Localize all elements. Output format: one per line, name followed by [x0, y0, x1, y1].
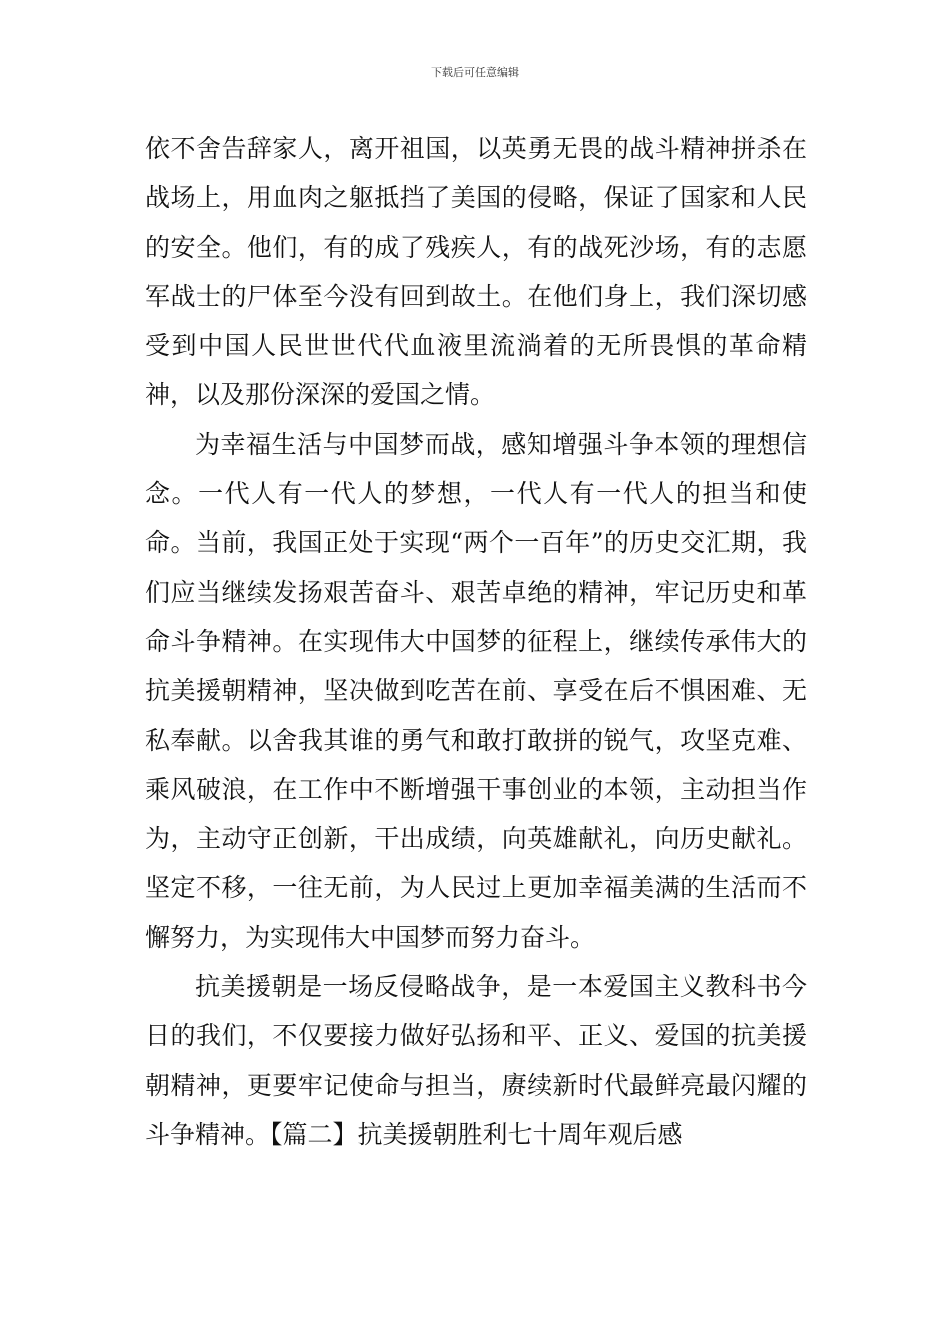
- paragraph-1: 依不舍告辞家人，离开祖国，以英勇无畏的战斗精神拼杀在战场上，用血肉之躯抵挡了美国的侵略，保证了国家和人民的安全。他们，有的成了残疾人，有的战死沙场，有的志愿军战士的尸体至今没有回到故土。在他们身上，我们深切感受到中国人民世世代代血液里流淌着的无所畏惧的革命精神，以及那份深深的爱国之情。: [145, 134, 807, 410]
- page-header: 下载后可任意编辑: [431, 66, 519, 79]
- paragraph-3: 抗美援朝是一场反侵略战争，是一本爱国主义教科书今日的我们，不仅要接力做好弘扬和平、正义、爱国的抗美援朝精神，更要牢记使命与担当，赓续新时代最鲜亮最闪耀的斗争精神。【篇二】抗美援朝胜利七十周年观后感: [145, 972, 807, 1149]
- paragraph-2: 为幸福生活与中国梦而战，感知增强斗争本领的理想信念。一代人有一代人的梦想，一代人有一代人的担当和使命。当前，我国正处于实现“两个一百年”的历史交汇期，我们应当继续发扬艰苦奋斗、艰苦卓绝的精神，牢记历史和革命斗争精神。在实现伟大中国梦的征程上，继续传承伟大的抗美援朝精神，坚决做到吃苦在前、享受在后不惧困难、无私奉献。以舍我其谁的勇气和敢打敢拼的锐气，攻坚克难、乘风破浪，在工作中不断增强干事创业的本领，主动担当作为，主动守正创新，干出成绩，向英雄献礼，向历史献礼。坚定不移，一往无前，为人民过上更加幸福美满的生活而不懈努力，为实现伟大中国梦而努力奋斗。: [145, 429, 807, 952]
- document-body: [145, 124, 807, 1159]
